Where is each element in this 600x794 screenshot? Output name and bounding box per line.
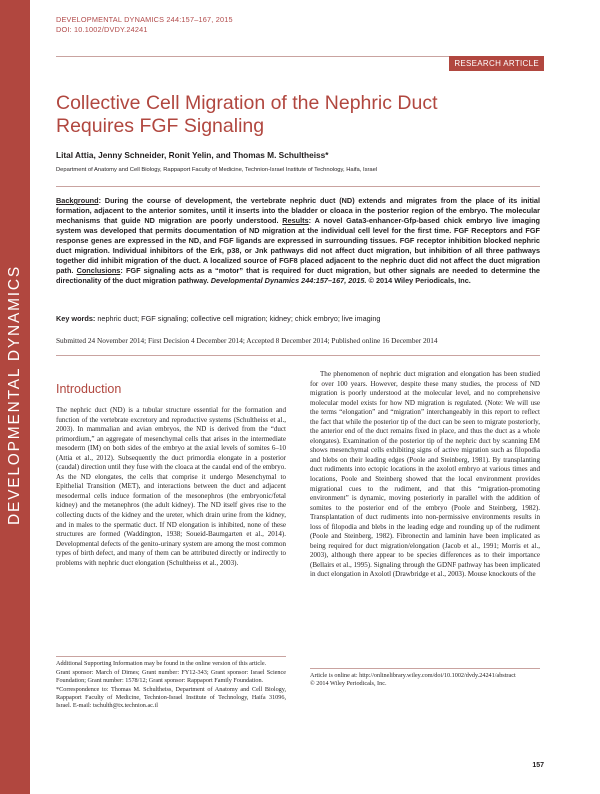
affiliation: Department of Anatomy and Cell Biology, Rappaport Faculty of Medicine, Technion-Israel Institute of Technology, Haifa, Israel bbox=[56, 167, 378, 173]
abstract-citation: Developmental Dynamics 244:157–167, 2015. bbox=[210, 276, 367, 285]
footnotes bbox=[56, 660, 286, 711]
conclusions-text: : FGF signaling acts as a “motor” that is required for duct migration, but other signals are needed to determine the directionality of the duct migration pathway. bbox=[56, 266, 540, 285]
online-info bbox=[310, 672, 540, 688]
article-type-badge: RESEARCH ARTICLE bbox=[449, 56, 544, 71]
submission-dates: Submitted 24 November 2014; First Decision 4 December 2014; Accepted 8 December 2014; Published online 16 December 2014 bbox=[56, 336, 438, 345]
journal-header bbox=[56, 15, 233, 34]
grant-note: Grant sponsor: March of Dimes; Grant number: FY12-343; Grant sponsor: Israel Science Foundation; Grant number: 1578/12; Grant sponsor: Rappaport Family Foundation. bbox=[56, 668, 286, 684]
side-banner-text: DEVELOPMENTAL DYNAMICS bbox=[6, 264, 23, 526]
online-link[interactable]: Article is online at: http://onlinelibrary.wiley.com/doi/10.1002/dvdy.24241/abstract bbox=[310, 672, 516, 679]
keywords-label: Key words: bbox=[56, 314, 96, 323]
journal-doi: DOI: 10.1002/DVDY.24241 bbox=[56, 24, 148, 34]
body-top-rule bbox=[56, 355, 540, 356]
online-rule bbox=[310, 668, 540, 669]
abstract-top-rule bbox=[56, 186, 540, 187]
journal-side-banner bbox=[0, 0, 30, 794]
author-list: Lital Attia, Jenny Schneider, Ronit Yelin, and Thomas M. Schultheiss* bbox=[56, 150, 329, 160]
abstract bbox=[56, 196, 540, 286]
keywords-text: nephric duct; FGF signaling; collective cell migration; kidney; chick embryo; live imaging bbox=[95, 314, 381, 323]
introduction-heading: Introduction bbox=[56, 382, 122, 396]
page-number: 157 bbox=[532, 762, 544, 769]
intro-paragraph-right: The phenomenon of nephric duct migration and elongation has been studied for over 100 years. However, despite these many studies, the process of ND migration is poorly understood at the molecular level, and no comprehensive molecular model exists for how ND migration is regulated. (Note: We will use the terms “elongation” and “migration” interchangeably in this report to reflect the fact that while the posterior tip of the duct can be seen to migrate posteriorly, the anterior end of the duct remains fixed in place, and thus the duct as a whole elongates). Examination of the posterior tip of the nephric duct by scanning EM shows mesenchymal cells exhibiting signs of active migration such as filopodia and blebs on their leading edges (Poole and Steinberg, 1981). By transplanting duct rudiments into ectopic locations in the axolotl embryo at various times and locations, Poole and Steinberg showed that the local environment provides migrational cues to the rudiment, and that this “migration-promoting environment” is dynamic, moving posteriorly in parallel with the addition of somites to the posterior end of the embryo (Poole and Steinberg, 1982). Transplantation of duct rudiments into non-permissive environments results in loss of filopodia and blebs in the leading edge and rounding up of the rudiment (Poole and Steinberg, 1982). Fibronectin and laminin have been implicated as being required for duct migration/elongation (Jacob et al., 1991; Morris et al., 2003), although there appear to be species differences as to their importance (Bellairs et al., 1995). Signaling through the GDNF pathway has been implicated in duct elongation in Axolotl (Drawbridge et al., 2003). Mouse knockouts of the bbox=[310, 370, 540, 579]
online-copyright: © 2014 Wiley Periodicals, Inc. bbox=[310, 680, 387, 688]
background-text: : During the course of development, the vertebrate nephric duct (ND) extends and migrates from the place of its initial formation, adjacent to the anterior somites, until it inserts into the bladder or cloaca in the posterior region of the embryo. The molecular mechanisms that guide ND migration are poorly understood. bbox=[56, 196, 540, 225]
footnote-rule bbox=[56, 656, 286, 657]
conclusions-label: Conclusions bbox=[76, 266, 121, 275]
background-label: Background bbox=[56, 196, 99, 205]
right-column bbox=[310, 370, 540, 580]
abstract-copyright: © 2014 Wiley Periodicals, Inc. bbox=[366, 276, 471, 285]
keywords bbox=[56, 314, 540, 323]
intro-paragraph-left: The nephric duct (ND) is a tubular structure essential for the formation and function of the vertebrate excretory and reproductive systems (Schultheiss et al., 2003). In mammalian and avian embryos, the ND is derived from the “duct primordium,” an aggregate of mesenchymal cells that arises in the intermediate mesoderm (IM) on both sides of the embryo at the axial levels of somites 6–10 (Attia et al., 2012). Subsequently the duct primordia elongate in a posterior (caudal) direction until they fuse with the cloaca at the caudal end of the embryo. As the ND elongates, the cells that comprise it undergo Mesenchymal to Epithelial Transition (MET), and interactions between the duct and adjacent mesodermal cells induce formation of the mesonephros (the embryonic/fetal kidney) and the metanephros (the adult kidney). The ND itself gives rise to the collecting ducts of the kidney and the ureter, which drain urine from the kidney, and in males to the spermatic duct. If ND elongation is inhibited, none of these structures are formed (Waddington, 1938; Soueid-Baumgarten et al., 2014). Developmental defects of the genito-urinary system are among the most common types of birth defect, and many of them can be attributed directly or indirectly to problems with nephric duct elongation (Schultheiss et al., 2003). bbox=[56, 406, 286, 567]
article-title: Collective Cell Migration of the Nephric Duct Requires FGF Signaling bbox=[56, 92, 438, 137]
results-text: : A novel Gata3-enhancer-Gfp-based chick embryo live imaging system was developed that permits documentation of ND migration at the individual cell level for the first time. FGF Receptors and FGF response genes are expressed in the ND, and FGF ligands are expressed in surrounding tissues. FGF receptor inhibition blocked nephric duct migration. Individual inhibitors of the Erk, p38, or Jnk pathways did not affect duct migration, but inhibition of all three pathways together did inhibit migration of the duct. A localized source of FGF8 placed adjacent to the nephric duct did not affect the duct migration path. bbox=[56, 216, 541, 275]
results-label: Results bbox=[282, 216, 309, 225]
left-column bbox=[56, 406, 286, 568]
journal-citation: DEVELOPMENTAL DYNAMICS 244:157–167, 2015 bbox=[56, 15, 233, 24]
supporting-info-note: Additional Supporting Information may be found in the online version of this article. bbox=[56, 660, 267, 667]
correspondence-note: *Correspondence to: Thomas M. Schultheiss, Department of Anatomy and Cell Biology, Rappaport Faculty of Medicine, Technion-Israel Institute of Technology, Haifa 31096, Israel. E-mail: tschulth@tx.technion.ac.il bbox=[56, 685, 286, 710]
